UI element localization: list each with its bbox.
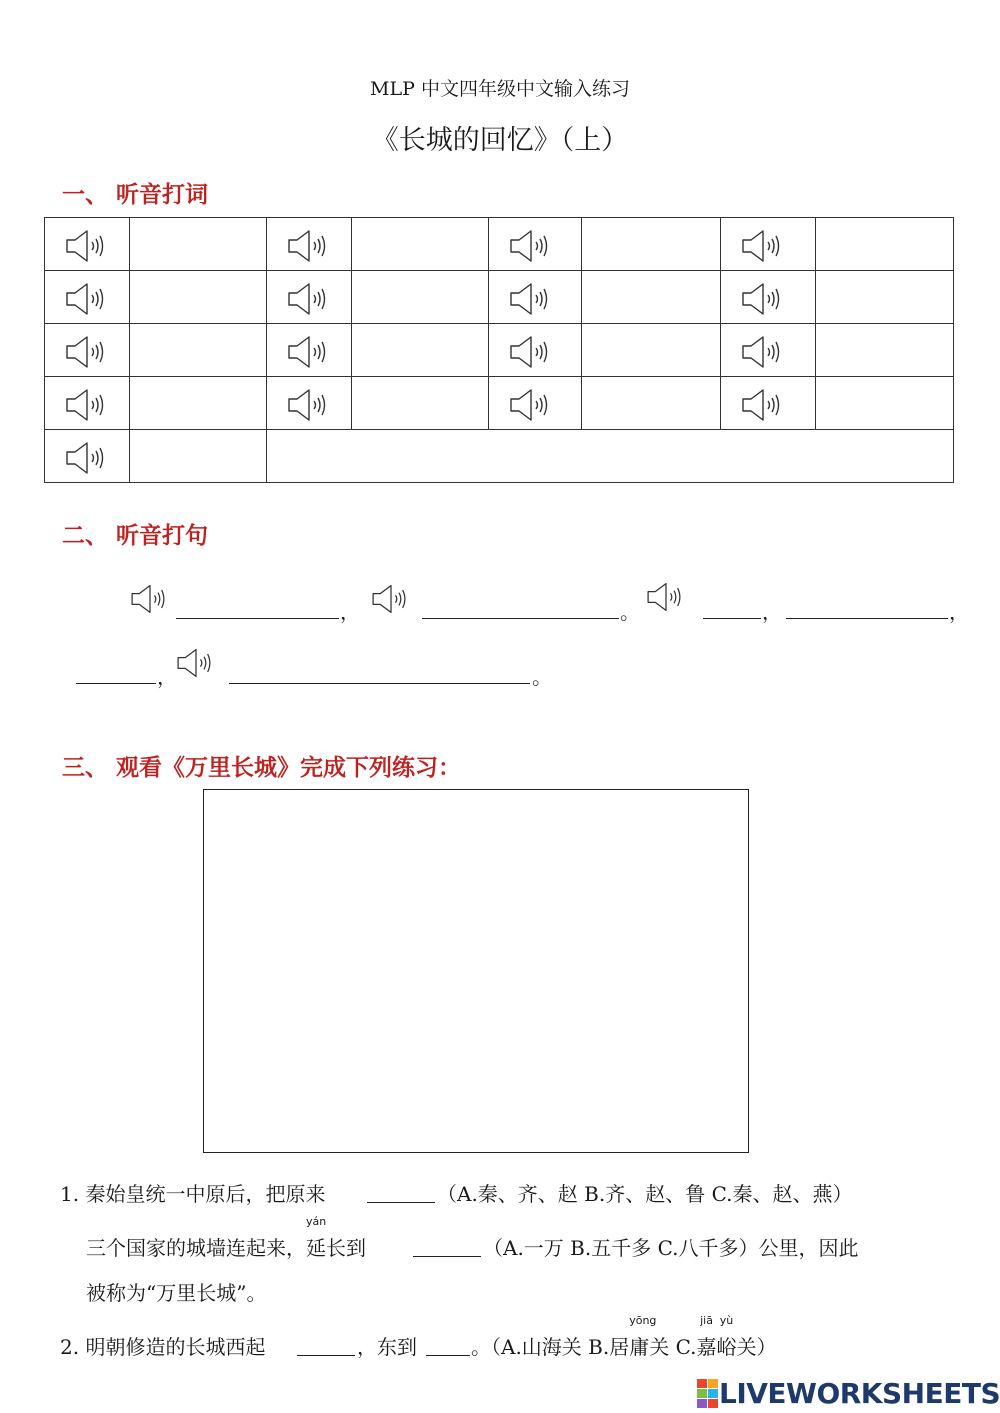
table-row xyxy=(45,377,954,430)
logo-tile xyxy=(708,1399,718,1408)
video-player[interactable] xyxy=(203,789,749,1153)
answer-input-cell[interactable] xyxy=(582,271,721,324)
answer-input-cell[interactable] xyxy=(352,218,489,271)
ruby-annotation xyxy=(696,1314,717,1360)
grid-speaker-cell[interactable] xyxy=(267,377,352,430)
speaker-icon[interactable] xyxy=(65,333,129,371)
ruby-char: 嘉 xyxy=(696,1335,717,1359)
grid-speaker-cell[interactable] xyxy=(721,218,816,271)
table-row xyxy=(45,430,954,483)
grid-speaker-cell[interactable] xyxy=(267,271,352,324)
speaker-icon[interactable] xyxy=(65,439,129,477)
ruby-char: 峪 xyxy=(716,1335,737,1359)
logo-tile xyxy=(697,1389,707,1398)
speaker-icon[interactable] xyxy=(130,582,170,616)
speaker-button[interactable] xyxy=(176,646,216,680)
question-text: 三个国家的城墙连起来， xyxy=(86,1236,306,1260)
sentence-blank-input[interactable] xyxy=(703,596,761,619)
question-1-line-3: 被称为“万里长城”。 xyxy=(86,1281,267,1305)
table-row xyxy=(45,324,954,377)
sentence-blank-input[interactable] xyxy=(229,661,530,684)
answer-input-cell[interactable] xyxy=(352,271,489,324)
question-text: 明朝修造的长城西起 xyxy=(85,1335,266,1359)
grid-speaker-cell[interactable] xyxy=(267,324,352,377)
question-options: 关 C. xyxy=(649,1335,697,1359)
speaker-icon[interactable] xyxy=(741,386,815,424)
sentence-blank-input[interactable] xyxy=(76,661,156,684)
answer-blank-input[interactable] xyxy=(297,1333,355,1356)
answer-blank-input[interactable] xyxy=(426,1333,470,1356)
speaker-icon[interactable] xyxy=(287,386,351,424)
answer-blank-input[interactable] xyxy=(367,1180,435,1203)
answer-input-cell[interactable] xyxy=(816,271,954,324)
speaker-icon[interactable] xyxy=(176,646,216,680)
empty-merged-cell xyxy=(267,430,954,483)
speaker-icon[interactable] xyxy=(287,333,351,371)
logo-tile xyxy=(708,1379,718,1388)
worksheet-subtitle: MLP 中文四年级中文输入练习 xyxy=(370,78,630,100)
ruby-annotation xyxy=(306,1215,327,1261)
speaker-icon[interactable] xyxy=(65,386,129,424)
logo-mark-icon xyxy=(697,1379,717,1407)
speaker-icon[interactable] xyxy=(741,280,815,318)
liveworksheets-logo xyxy=(697,1378,1000,1408)
question-options: （A.秦、齐、赵 B.齐、赵、鲁 C.秦、赵、燕） xyxy=(437,1182,853,1206)
grid-speaker-cell[interactable] xyxy=(45,218,130,271)
question-options: 关） xyxy=(736,1335,777,1359)
answer-blank-input[interactable] xyxy=(413,1234,481,1257)
grid-speaker-cell[interactable] xyxy=(721,377,816,430)
sentence-blank-input[interactable] xyxy=(176,596,339,619)
ruby-annotation xyxy=(716,1314,737,1360)
logo-tile xyxy=(708,1389,718,1398)
speaker-icon[interactable] xyxy=(741,333,815,371)
answer-input-cell[interactable] xyxy=(582,218,721,271)
answer-input-cell[interactable] xyxy=(130,218,267,271)
logo-tile xyxy=(697,1379,707,1388)
grid-speaker-cell[interactable] xyxy=(489,377,582,430)
grid-speaker-cell[interactable] xyxy=(267,218,352,271)
comma: ， xyxy=(340,600,360,624)
pinyin: yán xyxy=(306,1215,327,1228)
answer-input-cell[interactable] xyxy=(582,377,721,430)
speaker-icon[interactable] xyxy=(65,227,129,265)
answer-input-cell[interactable] xyxy=(816,218,954,271)
question-text: 秦始皇统一中原后，把原来 xyxy=(85,1182,326,1206)
question-2-line-1 xyxy=(60,1331,265,1360)
answer-input-cell[interactable] xyxy=(816,324,954,377)
question-text: 长到 xyxy=(326,1236,366,1260)
grid-speaker-cell[interactable] xyxy=(721,324,816,377)
grid-speaker-cell[interactable] xyxy=(489,218,582,271)
question-2-options xyxy=(471,1314,777,1360)
speaker-icon[interactable] xyxy=(509,280,581,318)
ruby-char: 庸 xyxy=(629,1335,650,1359)
table-row xyxy=(45,271,954,324)
pinyin: yù xyxy=(719,1314,734,1327)
sentence-blank-input[interactable] xyxy=(786,596,948,619)
question-text: ，东到 xyxy=(357,1335,417,1359)
question-number: 1. xyxy=(60,1182,80,1206)
answer-input-cell[interactable] xyxy=(352,377,489,430)
answer-input-cell[interactable] xyxy=(130,430,267,483)
question-options: 。（A.山海关 B.居 xyxy=(471,1335,630,1359)
table-row xyxy=(45,218,954,271)
ruby-annotation xyxy=(629,1314,657,1360)
grid-speaker-cell[interactable] xyxy=(721,271,816,324)
section3-heading: 三、 观看《万里长城》完成下列练习： xyxy=(62,754,462,781)
grid-speaker-cell[interactable] xyxy=(45,324,130,377)
question-number: 2. xyxy=(60,1335,80,1359)
answer-input-cell[interactable] xyxy=(130,324,267,377)
answer-input-cell[interactable] xyxy=(352,324,489,377)
speaker-icon[interactable] xyxy=(646,580,686,614)
pinyin: yōng xyxy=(629,1314,657,1327)
question-1-line-1 xyxy=(60,1178,325,1207)
question-1-line-2 xyxy=(86,1215,366,1261)
section2-heading: 二、 听音打句 xyxy=(62,522,209,549)
ruby-char: 延 xyxy=(306,1236,326,1260)
section1-heading: 一、 听音打词 xyxy=(62,181,209,208)
grid-speaker-cell[interactable] xyxy=(489,324,582,377)
answer-input-cell[interactable] xyxy=(130,271,267,324)
period: 。 xyxy=(620,600,640,624)
speaker-button[interactable] xyxy=(371,582,411,616)
sentence-line-1 xyxy=(130,582,170,616)
answer-input-cell[interactable] xyxy=(582,324,721,377)
sentence-blank-input[interactable] xyxy=(422,596,619,619)
question-options: （A.一万 B.五千多 C.八千多）公里，因此 xyxy=(483,1236,859,1260)
speaker-icon[interactable] xyxy=(287,227,351,265)
grid-speaker-cell[interactable] xyxy=(45,430,130,483)
dictation-word-grid xyxy=(44,217,954,483)
speaker-icon[interactable] xyxy=(741,227,815,265)
speaker-button[interactable] xyxy=(646,580,686,614)
speaker-icon[interactable] xyxy=(509,227,581,265)
period: 。 xyxy=(532,665,552,689)
speaker-icon[interactable] xyxy=(65,280,129,318)
speaker-icon[interactable] xyxy=(287,280,351,318)
logo-tile xyxy=(697,1399,707,1408)
pinyin: jiā xyxy=(700,1314,713,1327)
worksheet-title: 《长城的回忆》（上） xyxy=(371,125,629,156)
answer-input-cell[interactable] xyxy=(130,377,267,430)
comma: ， xyxy=(157,665,177,689)
grid-speaker-cell[interactable] xyxy=(45,271,130,324)
speaker-icon[interactable] xyxy=(509,333,581,371)
speaker-icon[interactable] xyxy=(509,386,581,424)
answer-input-cell[interactable] xyxy=(816,377,954,430)
comma: ， xyxy=(949,600,969,624)
comma: ， xyxy=(762,600,782,624)
grid-speaker-cell[interactable] xyxy=(45,377,130,430)
speaker-icon[interactable] xyxy=(371,582,411,616)
logo-text: LIVEWORKSHEETS xyxy=(719,1376,1000,1410)
grid-speaker-cell[interactable] xyxy=(489,271,582,324)
